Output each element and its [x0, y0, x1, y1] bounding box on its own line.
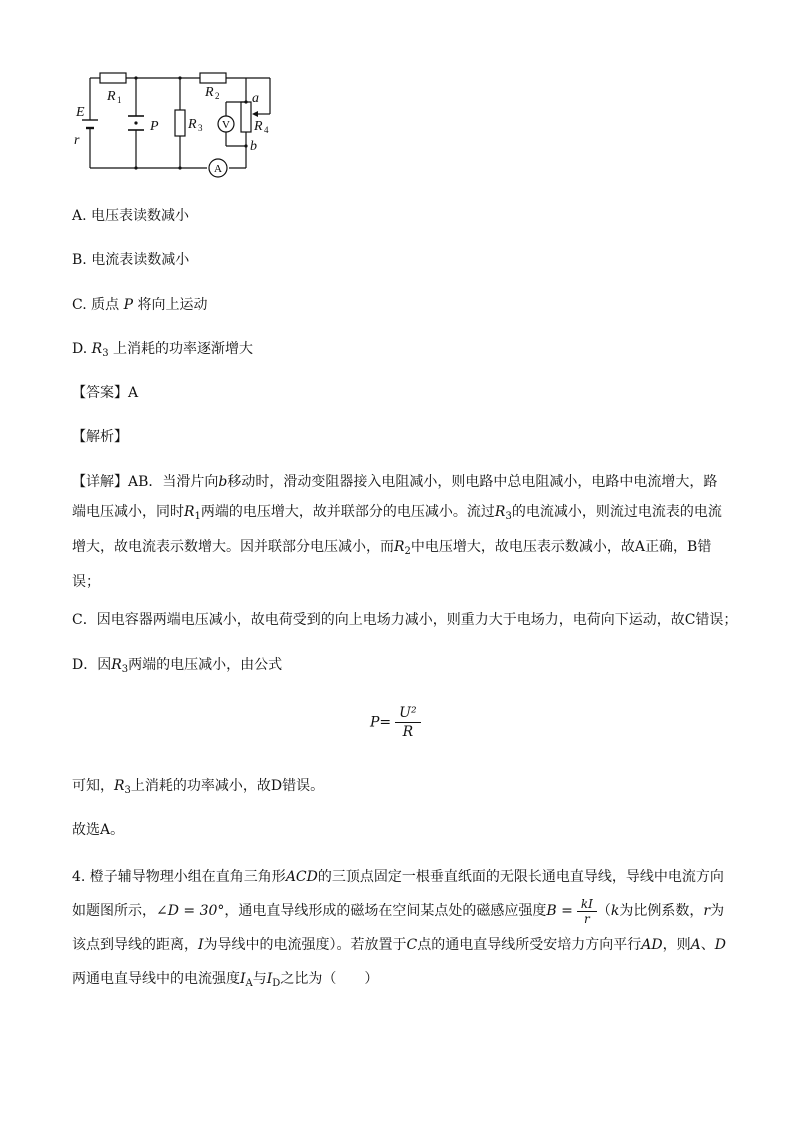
- conclusion-var: R: [114, 778, 125, 794]
- resistor-r4: [241, 102, 251, 132]
- q4-text: 与: [252, 971, 267, 987]
- q4-text: 、: [700, 937, 715, 953]
- q4-var: A: [690, 937, 701, 953]
- detail-paragraph: [72, 467, 727, 597]
- q4-sub: D: [272, 978, 281, 989]
- conclusion-prefix: 可知，: [72, 778, 114, 794]
- q4-text: 之比为（ ）: [280, 971, 379, 987]
- conclusion-sub: 3: [124, 785, 131, 796]
- q4-var: r: [703, 903, 711, 919]
- q4-b-denominator: r: [584, 911, 590, 926]
- detail-var: R: [494, 504, 506, 520]
- ammeter-label: A: [214, 163, 222, 175]
- q4-angle: ∠D = 30°: [156, 903, 225, 919]
- part-d-suffix: 两端的电压减小，由公式: [128, 657, 283, 673]
- junction-dot: [244, 144, 247, 147]
- label-r1: R: [107, 89, 116, 104]
- q4-var: C: [406, 937, 418, 953]
- choose-line: [72, 820, 124, 840]
- label-p: P: [150, 119, 159, 134]
- formula-eq: =: [379, 714, 392, 731]
- q4-b-fraction: [577, 897, 597, 926]
- formula-numerator: U²: [395, 704, 420, 723]
- part-d-prefix: D．因: [72, 657, 112, 673]
- formula-denominator: R: [402, 724, 414, 740]
- junction-dot: [178, 76, 181, 79]
- q4-var: k: [610, 903, 620, 919]
- detail-sub: 2: [404, 546, 411, 557]
- choose-text: 故选A。: [72, 822, 125, 838]
- detail-sub: 1: [194, 511, 201, 522]
- option-c: [72, 295, 207, 315]
- particle-p: [134, 121, 137, 124]
- detail-text: 中电压增大，故电压表示数减小，故A正确，B错误；: [72, 539, 712, 590]
- label-r4: R: [254, 119, 263, 134]
- answer-text: 【答案】A: [72, 385, 139, 401]
- q4-text: 为该点到导线的距离，: [72, 903, 725, 953]
- option-d-sub: 3: [102, 348, 109, 359]
- q4-var: I: [198, 937, 204, 953]
- label-r2-sub: 2: [215, 91, 220, 101]
- formula-fraction: [395, 704, 420, 741]
- part-d-sub: 3: [121, 664, 129, 675]
- option-a: [72, 206, 189, 226]
- slider-arrow: [252, 111, 258, 117]
- option-b: [72, 250, 189, 270]
- part-d: [72, 655, 282, 680]
- option-d-prefix: D.: [72, 341, 92, 357]
- junction-dot: [178, 166, 181, 169]
- q4-b-lhs: B =: [546, 903, 573, 919]
- detail-var: b: [218, 474, 228, 490]
- detail-text: 的电流减小，则流过电流表的电流增大，故电流表示数增大。因并联部分电压减小，而: [72, 504, 722, 555]
- q4-text: 为导线中的电流强度）。若放置于: [203, 937, 407, 953]
- q4-var: AD: [641, 937, 663, 953]
- option-c-suffix: 将向上运动: [133, 297, 208, 313]
- option-c-prefix: C. 质点: [72, 297, 124, 313]
- resistor-r1: [100, 73, 126, 83]
- label-r1-sub: 1: [117, 95, 122, 105]
- detail-var: R: [394, 539, 405, 555]
- q4-sub: A: [245, 978, 253, 989]
- power-formula: [370, 704, 421, 741]
- detail-var: R: [184, 504, 195, 520]
- label-r: r: [74, 133, 80, 148]
- formula-lhs: P: [370, 714, 380, 731]
- detail-text: 两端的电压增大，故并联部分的电压减小。流过: [200, 504, 495, 520]
- detail-text: 移动时，滑动变阻器接入电阻减小，则电路中总电阻减小，电路中电流增大，路端电压减小，同时: [72, 474, 718, 520]
- question-4: [72, 860, 727, 1001]
- q4-b-numerator: kI: [577, 897, 597, 912]
- q4-text: 两通电直导线中的电流强度: [72, 971, 240, 987]
- q4-var: D: [714, 937, 726, 953]
- part-d-var: R: [111, 657, 122, 673]
- label-b: b: [250, 139, 257, 154]
- label-r3-sub: 3: [198, 123, 203, 133]
- circuit-diagram: [70, 64, 290, 184]
- option-b-text: B. 电流表读数减小: [72, 252, 190, 268]
- q4-text: 的三顶点固定一根垂直纸面的无限长通电直导线，导线中电流方向如题图所示，: [72, 869, 724, 919]
- label-r3: R: [188, 117, 197, 132]
- q4-text: ，通电直导线形成的磁场在空间某点处的磁感应强度: [224, 903, 547, 919]
- label-e: E: [76, 105, 85, 120]
- voltmeter-label: V: [222, 119, 230, 131]
- resistor-r2: [200, 73, 226, 83]
- conclusion: [72, 776, 324, 801]
- detail-sub: 3: [505, 511, 512, 522]
- option-d-suffix: 上消耗的功率逐渐增大: [108, 341, 254, 357]
- option-c-var: P: [123, 297, 133, 313]
- junction-dot: [134, 166, 137, 169]
- resistor-r3: [175, 110, 185, 136]
- q4-text: （: [596, 903, 611, 919]
- option-a-text: A. 电压表读数减小: [72, 208, 190, 224]
- q4-var: I: [240, 971, 246, 987]
- analysis-heading-text: 【解析】: [72, 429, 128, 445]
- part-c: [72, 610, 737, 630]
- q4-var: ACD: [285, 869, 318, 885]
- q4-text: 4. 橙子辅导物理小组在直角三角形: [72, 869, 286, 885]
- conclusion-suffix: 上消耗的功率减小，故D错误。: [130, 778, 325, 794]
- label-r4-sub: 4: [264, 125, 269, 135]
- detail-text: 【详解】AB．当滑片向: [72, 474, 219, 490]
- label-r2: R: [205, 85, 214, 100]
- q4-text: 为比例系数，: [619, 903, 704, 919]
- junction-dot: [244, 100, 247, 103]
- q4-var: I: [266, 971, 273, 987]
- q4-text: 点的通电直导线所受安培力方向平行: [417, 937, 642, 953]
- analysis-heading: [72, 427, 128, 447]
- part-c-text: C．因电容器两端电压减小，故电荷受到的向上电场力减小，则重力大于电场力，电荷向下运动，故C错误；: [72, 612, 738, 628]
- answer: [72, 383, 138, 403]
- option-d: [72, 339, 253, 364]
- junction-dot: [134, 76, 137, 79]
- option-d-var: R: [91, 341, 103, 357]
- label-a: a: [252, 91, 259, 106]
- q4-text: ，则: [662, 937, 691, 953]
